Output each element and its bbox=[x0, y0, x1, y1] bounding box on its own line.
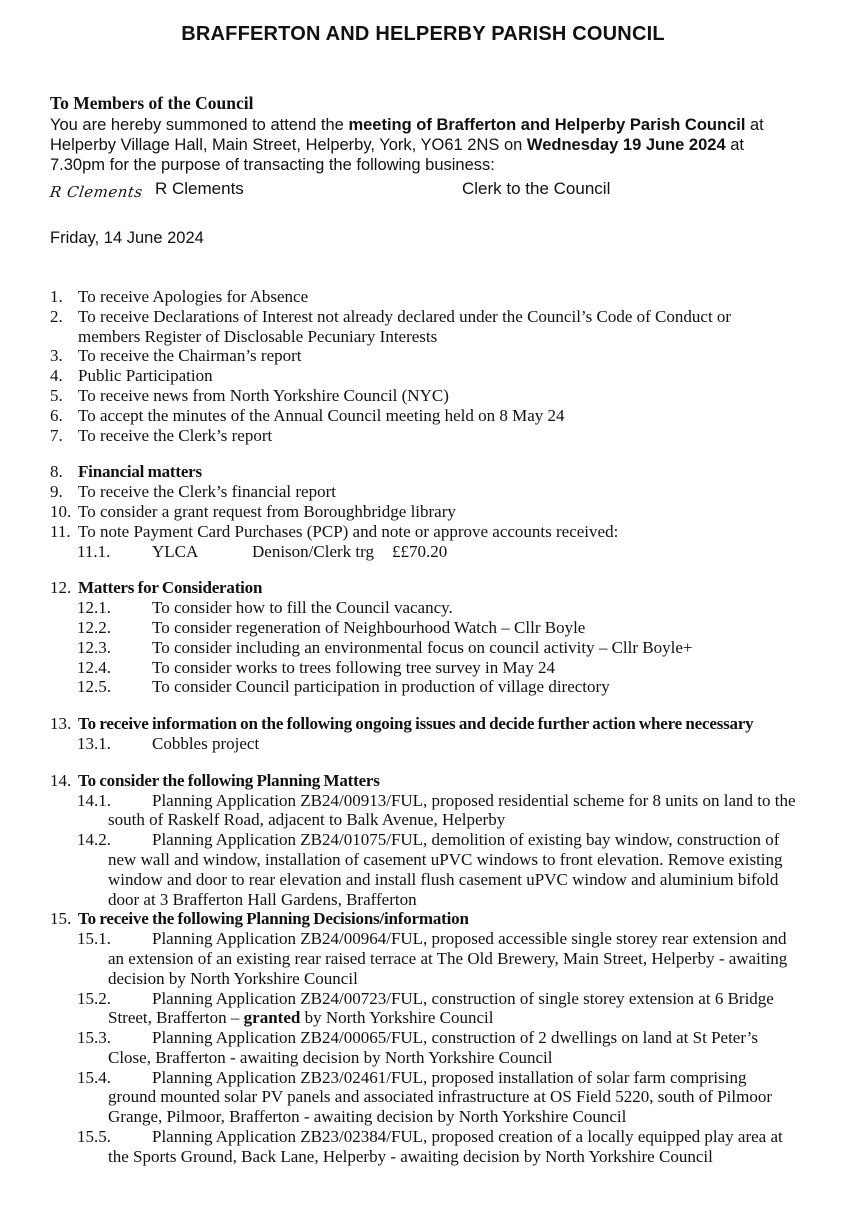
agenda-item-13 bbox=[50, 714, 796, 734]
item-number: 5. bbox=[50, 385, 63, 405]
document-page bbox=[0, 23, 848, 1167]
item-text: To consider regeneration of Neighbourhood Watch – Cllr Boyle bbox=[152, 617, 586, 637]
clerk-title: Clerk to the Council bbox=[462, 179, 611, 198]
payment-amount: ££70.20 bbox=[392, 541, 448, 561]
summons-text-mid: at Helperby Village Hall, Main Street, Helperby, York, YO61 2NS on bbox=[50, 116, 764, 154]
agenda-item-14 bbox=[50, 770, 796, 791]
item-text: To consider how to fill the Council vacancy. bbox=[152, 598, 453, 618]
item-text: Financial matters bbox=[78, 462, 202, 482]
item-text: Planning Application ZB23/02384/FUL, proposed creation of a locally equipped play area at the Sports Ground, Back Lane, Helperby - awaiting decision by North Yorkshire Council bbox=[108, 1127, 783, 1166]
item-number: 7. bbox=[50, 425, 63, 445]
item-text: To receive Apologies for Absence bbox=[78, 287, 309, 306]
agenda-item-12-4 bbox=[77, 657, 796, 678]
item-text: To consider works to trees following tree survey in May 24 bbox=[152, 657, 555, 677]
item-text: Planning Application ZB24/01075/FUL, demolition of existing bay window, construction of new wall and window, installation of casement uPVC windows to front elevation. Remove existing window and door to rear elevation and install flush casement uPVC window and aluminium bifold door at 3 Brafferton Hall Gardens, Brafferton bbox=[108, 830, 783, 909]
item-number: 12.5. bbox=[77, 677, 111, 697]
item-text: To receive information on the following ongoing issues and decide further action where necessary bbox=[78, 714, 754, 734]
item-number: 9. bbox=[50, 482, 63, 502]
agenda-item-12-3 bbox=[77, 637, 796, 658]
item-text: Matters for Consideration bbox=[78, 578, 263, 598]
item-text: Planning Application ZB24/00964/FUL, proposed accessible single storey rear extension and an extension of an existing rear raised terrace at The Old Brewery, Main Street, Helperby - awaiting decision by North Yorkshire Council bbox=[108, 929, 788, 988]
agenda-gap bbox=[50, 445, 796, 462]
signature-row bbox=[50, 178, 796, 202]
item-text: Planning Application ZB24/00723/FUL, construction of single storey extension at 6 Bridge Street, Brafferton – granted by North Yorkshire Council bbox=[108, 988, 774, 1028]
agenda-item-15-5 bbox=[77, 1127, 796, 1167]
salutation: To Members of the Council bbox=[50, 93, 254, 113]
item-text: To receive news from North Yorkshire Council (NYC) bbox=[78, 385, 449, 405]
signature-handwritten: R Clements bbox=[48, 183, 144, 201]
item-number: 15.4. bbox=[77, 1067, 111, 1087]
item-text: To accept the minutes of the Annual Council meeting held on 8 May 24 bbox=[78, 405, 565, 425]
item-number: 1. bbox=[50, 287, 63, 306]
item-number: 12.3. bbox=[77, 637, 111, 657]
item-text: To receive the Clerk’s report bbox=[78, 425, 273, 445]
agenda-item-14-1 bbox=[77, 790, 796, 831]
item-number: 8. bbox=[50, 462, 63, 482]
document-title: BRAFFERTON AND HELPERBY PARISH COUNCIL bbox=[181, 23, 665, 45]
agenda-item-12-2 bbox=[77, 617, 796, 638]
item-number: 15. bbox=[50, 909, 72, 929]
agenda-item-11 bbox=[50, 521, 796, 542]
agenda-item-6 bbox=[50, 405, 796, 426]
agenda-item-15-4 bbox=[77, 1067, 796, 1127]
item-text: To receive Declarations of Interest not already declared under the Council’s Code of Conduct or members Register of Disclosable Pecuniary Interests bbox=[78, 306, 732, 346]
summons-text-post: at 7.30pm for the purpose of transacting the following business: bbox=[50, 136, 744, 174]
meeting-date-bold: Wednesday 19 June 2024 bbox=[526, 136, 726, 154]
item-number: 15.3. bbox=[77, 1028, 111, 1048]
agenda-item-7 bbox=[50, 425, 796, 446]
agenda-item-8 bbox=[50, 462, 796, 482]
item-number: 4. bbox=[50, 366, 63, 386]
item-number: 12. bbox=[50, 578, 72, 598]
agenda-item-13-1 bbox=[77, 733, 796, 754]
summons-text-pre: You are hereby summoned to attend the bbox=[50, 116, 349, 134]
agenda-gap bbox=[50, 697, 796, 714]
agenda-item-5 bbox=[50, 385, 796, 406]
item-number: 15.1. bbox=[77, 929, 111, 949]
agenda-item-4 bbox=[50, 366, 796, 386]
issue-date: Friday, 14 June 2024 bbox=[50, 229, 204, 247]
item-number: 12.2. bbox=[77, 617, 111, 637]
agenda-gap bbox=[50, 754, 796, 771]
item-text: Cobbles project bbox=[152, 733, 260, 753]
item-number: 10. bbox=[50, 501, 72, 521]
agenda-gap bbox=[50, 561, 796, 578]
agenda-item-10 bbox=[50, 501, 796, 522]
item-number: 12.1. bbox=[77, 598, 111, 618]
item-number: 11. bbox=[50, 521, 71, 541]
item-text: To receive the Chairman’s report bbox=[78, 346, 302, 366]
item-text: To consider including an environmental focus on council activity – Cllr Boyle+ bbox=[152, 637, 693, 657]
item-number: 14. bbox=[50, 770, 72, 790]
payment-description: Denison/Clerk trg bbox=[252, 541, 374, 561]
item-number: 13.1. bbox=[77, 733, 111, 753]
agenda-item-12 bbox=[50, 578, 796, 598]
agenda-item-15 bbox=[50, 909, 796, 929]
item-text: Public Participation bbox=[78, 366, 213, 386]
item-number: 11.1. bbox=[77, 541, 111, 561]
item-text: Planning Application ZB24/00913/FUL, proposed residential scheme for 8 units on land to the south of Raskelf Road, adjacent to Balk Avenue, Helperby bbox=[108, 790, 796, 830]
payment-payee: YLCA bbox=[152, 541, 199, 561]
item-text: To receive the following Planning Decisions/information bbox=[78, 909, 469, 929]
agenda-item-12-5 bbox=[77, 677, 796, 697]
item-text: To note Payment Card Purchases (PCP) and note or approve accounts received: bbox=[78, 521, 619, 541]
item-number: 15.5. bbox=[77, 1127, 111, 1147]
agenda-item-3 bbox=[50, 346, 796, 366]
agenda-item-11-1 bbox=[77, 541, 796, 562]
signature-printed-name: R Clements bbox=[155, 179, 244, 198]
summons-paragraph bbox=[50, 115, 796, 175]
agenda-item-9 bbox=[50, 482, 796, 502]
item-number: 12.4. bbox=[77, 657, 111, 677]
item-number: 14.1. bbox=[77, 790, 111, 810]
item-text: To consider Council participation in production of village directory bbox=[152, 677, 610, 697]
agenda-item-1 bbox=[50, 287, 796, 307]
agenda-item-2 bbox=[50, 306, 796, 347]
item-text: To receive the Clerk’s financial report bbox=[78, 482, 336, 502]
item-text: Planning Application ZB24/00065/FUL, construction of 2 dwellings on land at St Peter’s Close, Brafferton - awaiting decision by North Yorkshire Council bbox=[108, 1028, 758, 1067]
agenda-item-14-2 bbox=[77, 830, 796, 909]
meeting-name-bold: meeting of Brafferton and Helperby Parish Council bbox=[348, 116, 746, 134]
agenda-item-15-2 bbox=[77, 988, 796, 1029]
item-number: 3. bbox=[50, 346, 63, 366]
agenda-item-15-1 bbox=[77, 929, 796, 988]
item-text: Planning Application ZB23/02461/FUL, proposed installation of solar farm comprising ground mounted solar PV panels and associated infrastructure at OS Field 5220, south of Pilmoor Grange, Pilmoor, Brafferton - awaiting decision by North Yorkshire Council bbox=[108, 1067, 773, 1127]
item-text: To consider the following Planning Matters bbox=[78, 770, 380, 790]
item-number: 2. bbox=[50, 306, 63, 326]
item-number: 15.2. bbox=[77, 988, 111, 1008]
agenda-item-12-1 bbox=[77, 598, 796, 618]
item-number: 6. bbox=[50, 405, 63, 425]
item-number: 14.2. bbox=[77, 830, 111, 850]
item-text: To consider a grant request from Boroughbridge library bbox=[78, 501, 456, 521]
item-number: 13. bbox=[50, 714, 72, 734]
agenda-list bbox=[50, 287, 796, 1167]
agenda-item-15-3 bbox=[77, 1028, 796, 1068]
